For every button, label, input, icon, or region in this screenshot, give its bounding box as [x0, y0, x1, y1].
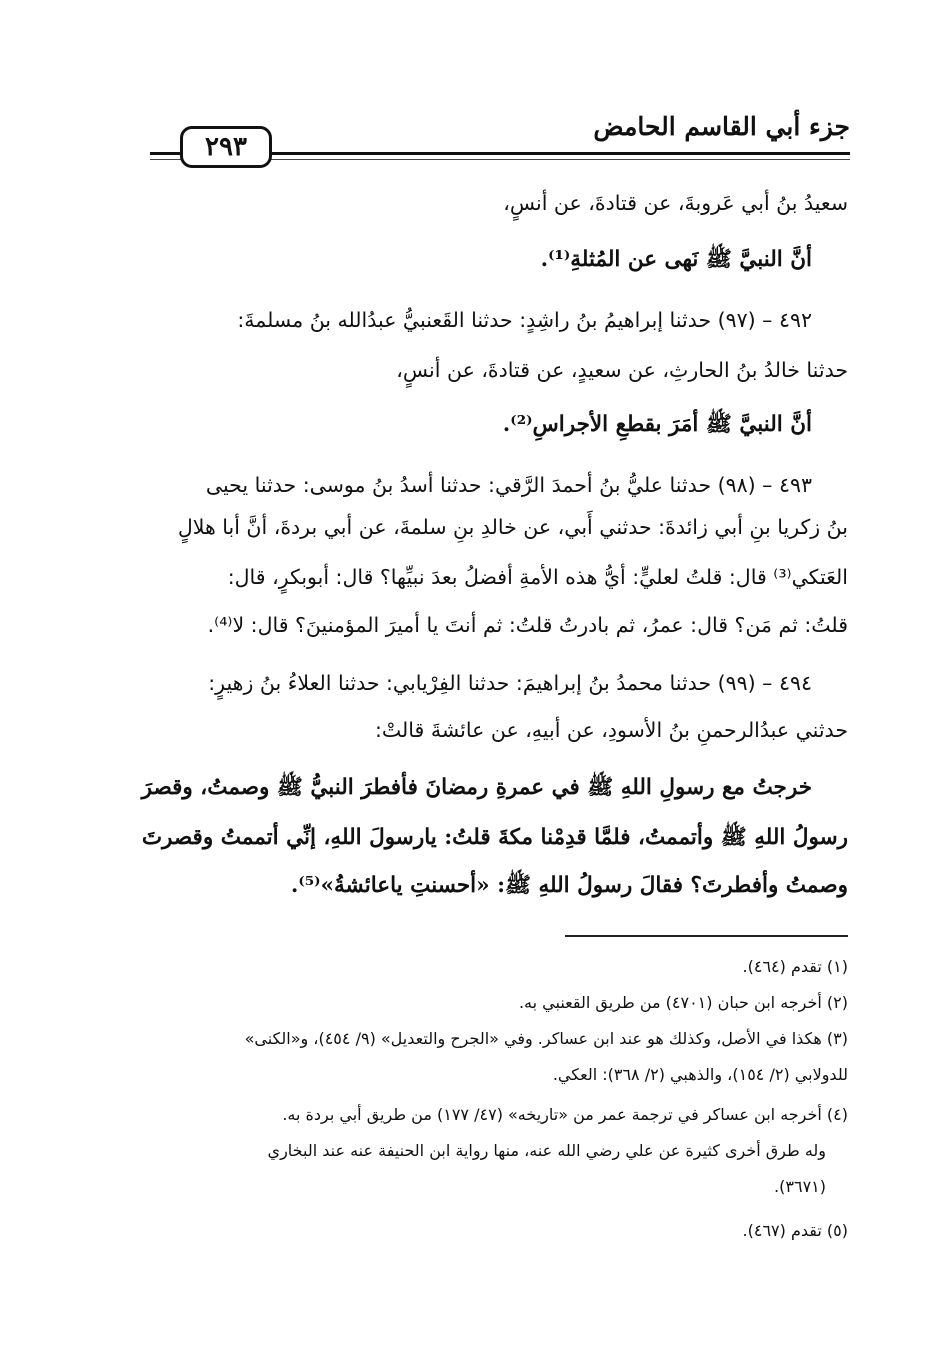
text-line: ٤٩٤ – (٩٩) حدثنا محمدُ بنُ إبراهيمَ: حدثنا الفِرْيابي: حدثنا العلاءُ بنُ زهيرٍ:	[208, 671, 812, 695]
text-line: ٤٩٢ – (٩٧) حدثنا إبراهيمُ بنُ راشِدٍ: حدثنا القَعنبيُّ عبدُالله بنُ مسلمةَ:	[237, 308, 812, 332]
footnote: (٥) تقدم (٤٦٧).	[742, 1221, 848, 1240]
running-title: جزء أبي القاسم الحامض	[593, 112, 850, 141]
footnote: (١) تقدم (٤٦٤).	[742, 957, 848, 976]
footnote: (٤) أخرجه ابن عساكر في ترجمة عمر من «تاريخه» (٤٧/ ١٧٧) من طريق أبي بردة به.	[282, 1105, 848, 1124]
footnote-separator	[565, 935, 848, 937]
footnote: (٢) أخرجه ابن حبان (٤٧٠١) من طريق القعنبي به.	[518, 993, 848, 1012]
hadith-text: رسولُ اللهِ ﷺ وأتممتُ، فلمَّا قدِمْنا مكةَ قلتُ: يارسولَ اللهِ، إنِّي أتممتُ وقصرتَ	[141, 825, 848, 850]
text-line: بنُ زكريا بنِ أبي زائدةَ: حدثني أَبي، عن خالدِ بنِ سلمةَ، عن أبي بردةَ، أنَّ أبا هلالٍ	[177, 515, 848, 539]
footnote: وله طرق أخرى كثيرة عن علي رضي الله عنه، منها رواية ابن الحنيفة عنه عند البخاري	[267, 1141, 826, 1160]
text-line: ٤٩٣ – (٩٨) حدثنا عليُّ بنُ أحمدَ الرَّقي: حدثنا أسدُ بنُ موسى: حدثنا يحيى	[205, 473, 812, 497]
text-line: حدثنا خالدُ بنُ الحارثِ، عن سعيدٍ، عن قتادةَ، عن أنسٍ،	[396, 358, 848, 382]
text-line: العَتكي⁽³⁾ قال: قلتُ لعليٍّ: أيُّ هذه الأمةِ أفضلُ بعدَ نبيِّها؟ قال: أبوبكرٍ، قال:	[227, 565, 848, 589]
footnote: للدولابي (٢/ ١٥٤)، والذهبي (٢/ ٣٦٨): العكي.	[552, 1065, 848, 1084]
text-line: قلتُ: ثم مَن؟ قال: عمرُ، ثم بادرتُ قلتُ: ثم أنتَ يا أميرَ المؤمنينَ؟ قال: لا⁽⁴⁾.	[207, 613, 848, 637]
hadith-text: أنَّ النبيَّ ﷺ نَهى عن المُثلةِ⁽¹⁾.	[540, 247, 812, 272]
page-header	[150, 112, 850, 172]
text-line: سعيدُ بنُ أبي عَروبةَ، عن قتادةَ، عن أنسٍ،	[503, 191, 848, 215]
hadith-text: أنَّ النبيَّ ﷺ أمَرَ بقطعِ الأجراسِ⁽²⁾.	[502, 412, 812, 437]
hadith-text: خرجتُ مع رسولِ اللهِ ﷺ في عمرةِ رمضانَ فأفطرَ النبيُّ ﷺ وصمتُ، وقصرَ	[141, 775, 812, 800]
text-line: حدثني عبدُالرحمنِ بنُ الأسودِ، عن أبيهِ، عن عائشةَ قالتْ:	[375, 718, 848, 742]
footnote: (٣٦٧١).	[774, 1177, 826, 1196]
footnote: (٣) هكذا في الأصل، وكذلك هو عند ابن عساكر. وفي «الجرح والتعديل» (٩/ ٤٥٤)، و«الكنى»	[244, 1029, 848, 1048]
page-number: ٢٩٣	[180, 126, 272, 168]
hadith-text: وصمتُ وأفطرتَ؟ فقالَ رسولُ اللهِ ﷺ: «أحسنتِ ياعائشةُ»⁽⁵⁾.	[290, 873, 848, 898]
